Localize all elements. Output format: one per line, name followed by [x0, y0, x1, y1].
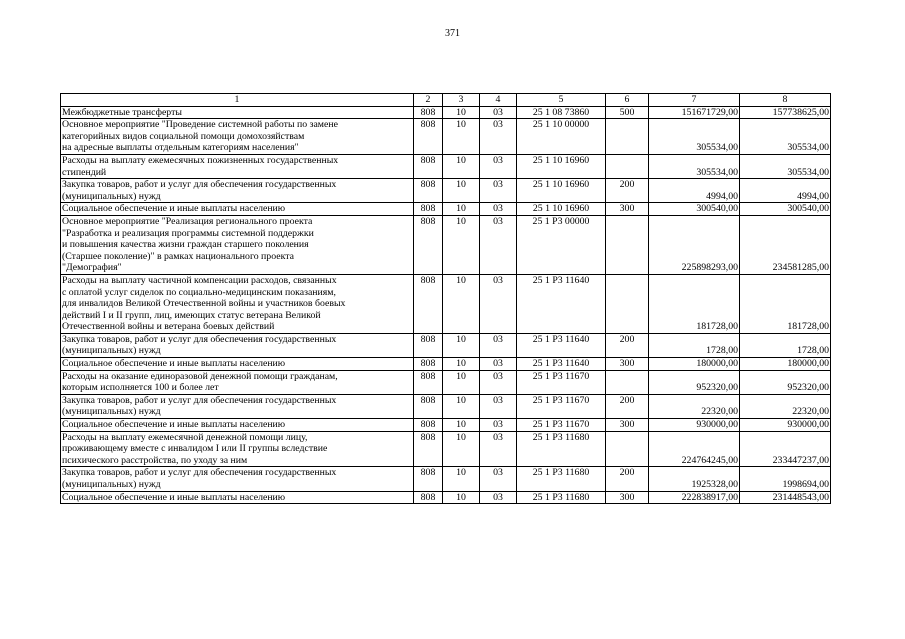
cell-target-article: 25 1 10 16960 [517, 154, 606, 178]
cell-expense-type: 200 [606, 467, 649, 491]
cell-amount-year-2: 233447237,00 [740, 431, 831, 467]
cell-section: 10 [443, 179, 480, 203]
cell-expense-type: 200 [606, 179, 649, 203]
cell-ministry-code: 808 [414, 215, 443, 274]
table-row [61, 106, 831, 119]
cell-ministry-code: 808 [414, 154, 443, 178]
cell-amount-year-1: 222838917,00 [649, 491, 740, 504]
cell-expense-type: 300 [606, 491, 649, 504]
cell-name: Социальное обеспечение и иные выплаты населению [61, 419, 414, 432]
cell-amount-year-1: 300540,00 [649, 203, 740, 216]
cell-amount-year-1: 224764245,00 [649, 431, 740, 467]
cell-amount-year-1: 1728,00 [649, 333, 740, 357]
cell-amount-year-2: 234581285,00 [740, 215, 831, 274]
column-header: 1 [61, 94, 414, 107]
cell-expense-type [606, 215, 649, 274]
table-row [61, 419, 831, 432]
column-header: 4 [480, 94, 517, 107]
cell-ministry-code: 808 [414, 431, 443, 467]
cell-name: Закупка товаров, работ и услуг для обеспечения государственных (муниципальных) нужд [61, 467, 414, 491]
cell-ministry-code: 808 [414, 491, 443, 504]
cell-amount-year-2: 157738625,00 [740, 106, 831, 119]
cell-name: Основное мероприятие "Проведение системной работы по замене категорийных видов социальной помощи домохозяйствам на адресные выплаты отдельным категориям населения" [61, 119, 414, 155]
table-row [61, 333, 831, 357]
cell-expense-type: 300 [606, 419, 649, 432]
cell-amount-year-1: 305534,00 [649, 154, 740, 178]
cell-section: 10 [443, 358, 480, 371]
cell-name: Закупка товаров, работ и услуг для обеспечения государственных (муниципальных) нужд [61, 333, 414, 357]
cell-subsection: 03 [480, 274, 517, 333]
cell-target-article: 25 1 10 16960 [517, 203, 606, 216]
cell-target-article: 25 1 Р3 11680 [517, 491, 606, 504]
cell-target-article: 25 1 10 00000 [517, 119, 606, 155]
cell-section: 10 [443, 203, 480, 216]
cell-name: Расходы на выплату ежемесячных пожизненных государственных стипендий [61, 154, 414, 178]
cell-amount-year-2: 930000,00 [740, 419, 831, 432]
cell-amount-year-1: 180000,00 [649, 358, 740, 371]
cell-ministry-code: 808 [414, 419, 443, 432]
cell-target-article: 25 1 Р3 00000 [517, 215, 606, 274]
cell-amount-year-1: 4994,00 [649, 179, 740, 203]
cell-amount-year-2: 1728,00 [740, 333, 831, 357]
cell-amount-year-1: 952320,00 [649, 370, 740, 394]
table-row [61, 358, 831, 371]
cell-section: 10 [443, 274, 480, 333]
cell-subsection: 03 [480, 491, 517, 504]
cell-section: 10 [443, 467, 480, 491]
cell-section: 10 [443, 419, 480, 432]
cell-target-article: 25 1 Р3 11640 [517, 274, 606, 333]
cell-subsection: 03 [480, 419, 517, 432]
table-row [61, 274, 831, 333]
cell-target-article: 25 1 10 16960 [517, 179, 606, 203]
column-header: 3 [443, 94, 480, 107]
cell-subsection: 03 [480, 215, 517, 274]
cell-ministry-code: 808 [414, 119, 443, 155]
cell-subsection: 03 [480, 119, 517, 155]
cell-amount-year-2: 181728,00 [740, 274, 831, 333]
cell-subsection: 03 [480, 106, 517, 119]
cell-expense-type: 300 [606, 203, 649, 216]
cell-amount-year-1: 22320,00 [649, 394, 740, 418]
cell-amount-year-2: 305534,00 [740, 154, 831, 178]
cell-ministry-code: 808 [414, 358, 443, 371]
cell-name: Расходы на выплату ежемесячной денежной помощи лицу, проживающему вместе с инвалидом I или II группы вследствие психического расстройства, по уходу за ним [61, 431, 414, 467]
cell-target-article: 25 1 08 73860 [517, 106, 606, 119]
page-number: 371 [445, 28, 460, 39]
cell-amount-year-1: 225898293,00 [649, 215, 740, 274]
cell-amount-year-1: 181728,00 [649, 274, 740, 333]
cell-amount-year-2: 4994,00 [740, 179, 831, 203]
cell-section: 10 [443, 106, 480, 119]
cell-expense-type: 300 [606, 358, 649, 371]
cell-ministry-code: 808 [414, 467, 443, 491]
cell-section: 10 [443, 119, 480, 155]
cell-ministry-code: 808 [414, 179, 443, 203]
cell-amount-year-1: 930000,00 [649, 419, 740, 432]
table-row [61, 370, 831, 394]
cell-name: Закупка товаров, работ и услуг для обеспечения государственных (муниципальных) нужд [61, 394, 414, 418]
cell-amount-year-2: 300540,00 [740, 203, 831, 216]
cell-expense-type [606, 431, 649, 467]
column-header: 7 [649, 94, 740, 107]
cell-subsection: 03 [480, 370, 517, 394]
table-header-row [61, 94, 831, 107]
table-row [61, 467, 831, 491]
cell-section: 10 [443, 370, 480, 394]
cell-expense-type: 200 [606, 333, 649, 357]
cell-subsection: 03 [480, 394, 517, 418]
cell-target-article: 25 1 Р3 11670 [517, 419, 606, 432]
cell-amount-year-2: 231448543,00 [740, 491, 831, 504]
column-header: 2 [414, 94, 443, 107]
cell-name: Расходы на выплату частичной компенсации расходов, связанных с оплатой услуг сиделок по социально-медицинским показаниям, для инвалидов Великой Отечественной войны и участников боевых действий I и II групп, лиц, имеющих статус ветерана Великой Отечественной войны и ветерана боевых действий [61, 274, 414, 333]
budget-table [60, 93, 831, 504]
cell-ministry-code: 808 [414, 274, 443, 333]
cell-subsection: 03 [480, 154, 517, 178]
cell-section: 10 [443, 154, 480, 178]
cell-name: Социальное обеспечение и иные выплаты населению [61, 203, 414, 216]
cell-name: Социальное обеспечение и иные выплаты населению [61, 491, 414, 504]
cell-name: Межбюджетные трансферты [61, 106, 414, 119]
cell-target-article: 25 1 Р3 11640 [517, 358, 606, 371]
cell-amount-year-2: 22320,00 [740, 394, 831, 418]
cell-section: 10 [443, 215, 480, 274]
cell-amount-year-1: 1925328,00 [649, 467, 740, 491]
cell-ministry-code: 808 [414, 203, 443, 216]
table-row [61, 394, 831, 418]
cell-expense-type: 200 [606, 394, 649, 418]
column-header: 6 [606, 94, 649, 107]
cell-section: 10 [443, 491, 480, 504]
cell-section: 10 [443, 431, 480, 467]
cell-expense-type [606, 119, 649, 155]
cell-ministry-code: 808 [414, 106, 443, 119]
cell-section: 10 [443, 333, 480, 357]
cell-subsection: 03 [480, 431, 517, 467]
cell-name: Закупка товаров, работ и услуг для обеспечения государственных (муниципальных) нужд [61, 179, 414, 203]
table-row [61, 119, 831, 155]
cell-target-article: 25 1 Р3 11670 [517, 370, 606, 394]
column-header: 8 [740, 94, 831, 107]
cell-amount-year-1: 305534,00 [649, 119, 740, 155]
cell-expense-type [606, 154, 649, 178]
cell-target-article: 25 1 Р3 11680 [517, 431, 606, 467]
cell-amount-year-2: 1998694,00 [740, 467, 831, 491]
cell-ministry-code: 808 [414, 370, 443, 394]
cell-expense-type [606, 370, 649, 394]
table-row [61, 491, 831, 504]
cell-subsection: 03 [480, 203, 517, 216]
cell-target-article: 25 1 Р3 11680 [517, 467, 606, 491]
table-row [61, 179, 831, 203]
cell-target-article: 25 1 Р3 11640 [517, 333, 606, 357]
column-header: 5 [517, 94, 606, 107]
cell-name: Основное мероприятие "Реализация регионального проекта "Разработка и реализация программы системной поддержки и повышения качества жизни граждан старшего поколения (Старшее поколение)" в рамках национального проекта "Демография" [61, 215, 414, 274]
cell-ministry-code: 808 [414, 333, 443, 357]
cell-amount-year-1: 151671729,00 [649, 106, 740, 119]
cell-amount-year-2: 180000,00 [740, 358, 831, 371]
table-row [61, 203, 831, 216]
table-row [61, 215, 831, 274]
cell-name: Социальное обеспечение и иные выплаты населению [61, 358, 414, 371]
cell-target-article: 25 1 Р3 11670 [517, 394, 606, 418]
table-row [61, 431, 831, 467]
cell-subsection: 03 [480, 358, 517, 371]
cell-subsection: 03 [480, 467, 517, 491]
cell-expense-type: 500 [606, 106, 649, 119]
table-row [61, 154, 831, 178]
cell-expense-type [606, 274, 649, 333]
cell-ministry-code: 808 [414, 394, 443, 418]
cell-amount-year-2: 952320,00 [740, 370, 831, 394]
cell-section: 10 [443, 394, 480, 418]
cell-amount-year-2: 305534,00 [740, 119, 831, 155]
cell-subsection: 03 [480, 333, 517, 357]
cell-name: Расходы на оказание единоразовой денежной помощи гражданам, которым исполняется 100 и более лет [61, 370, 414, 394]
cell-subsection: 03 [480, 179, 517, 203]
